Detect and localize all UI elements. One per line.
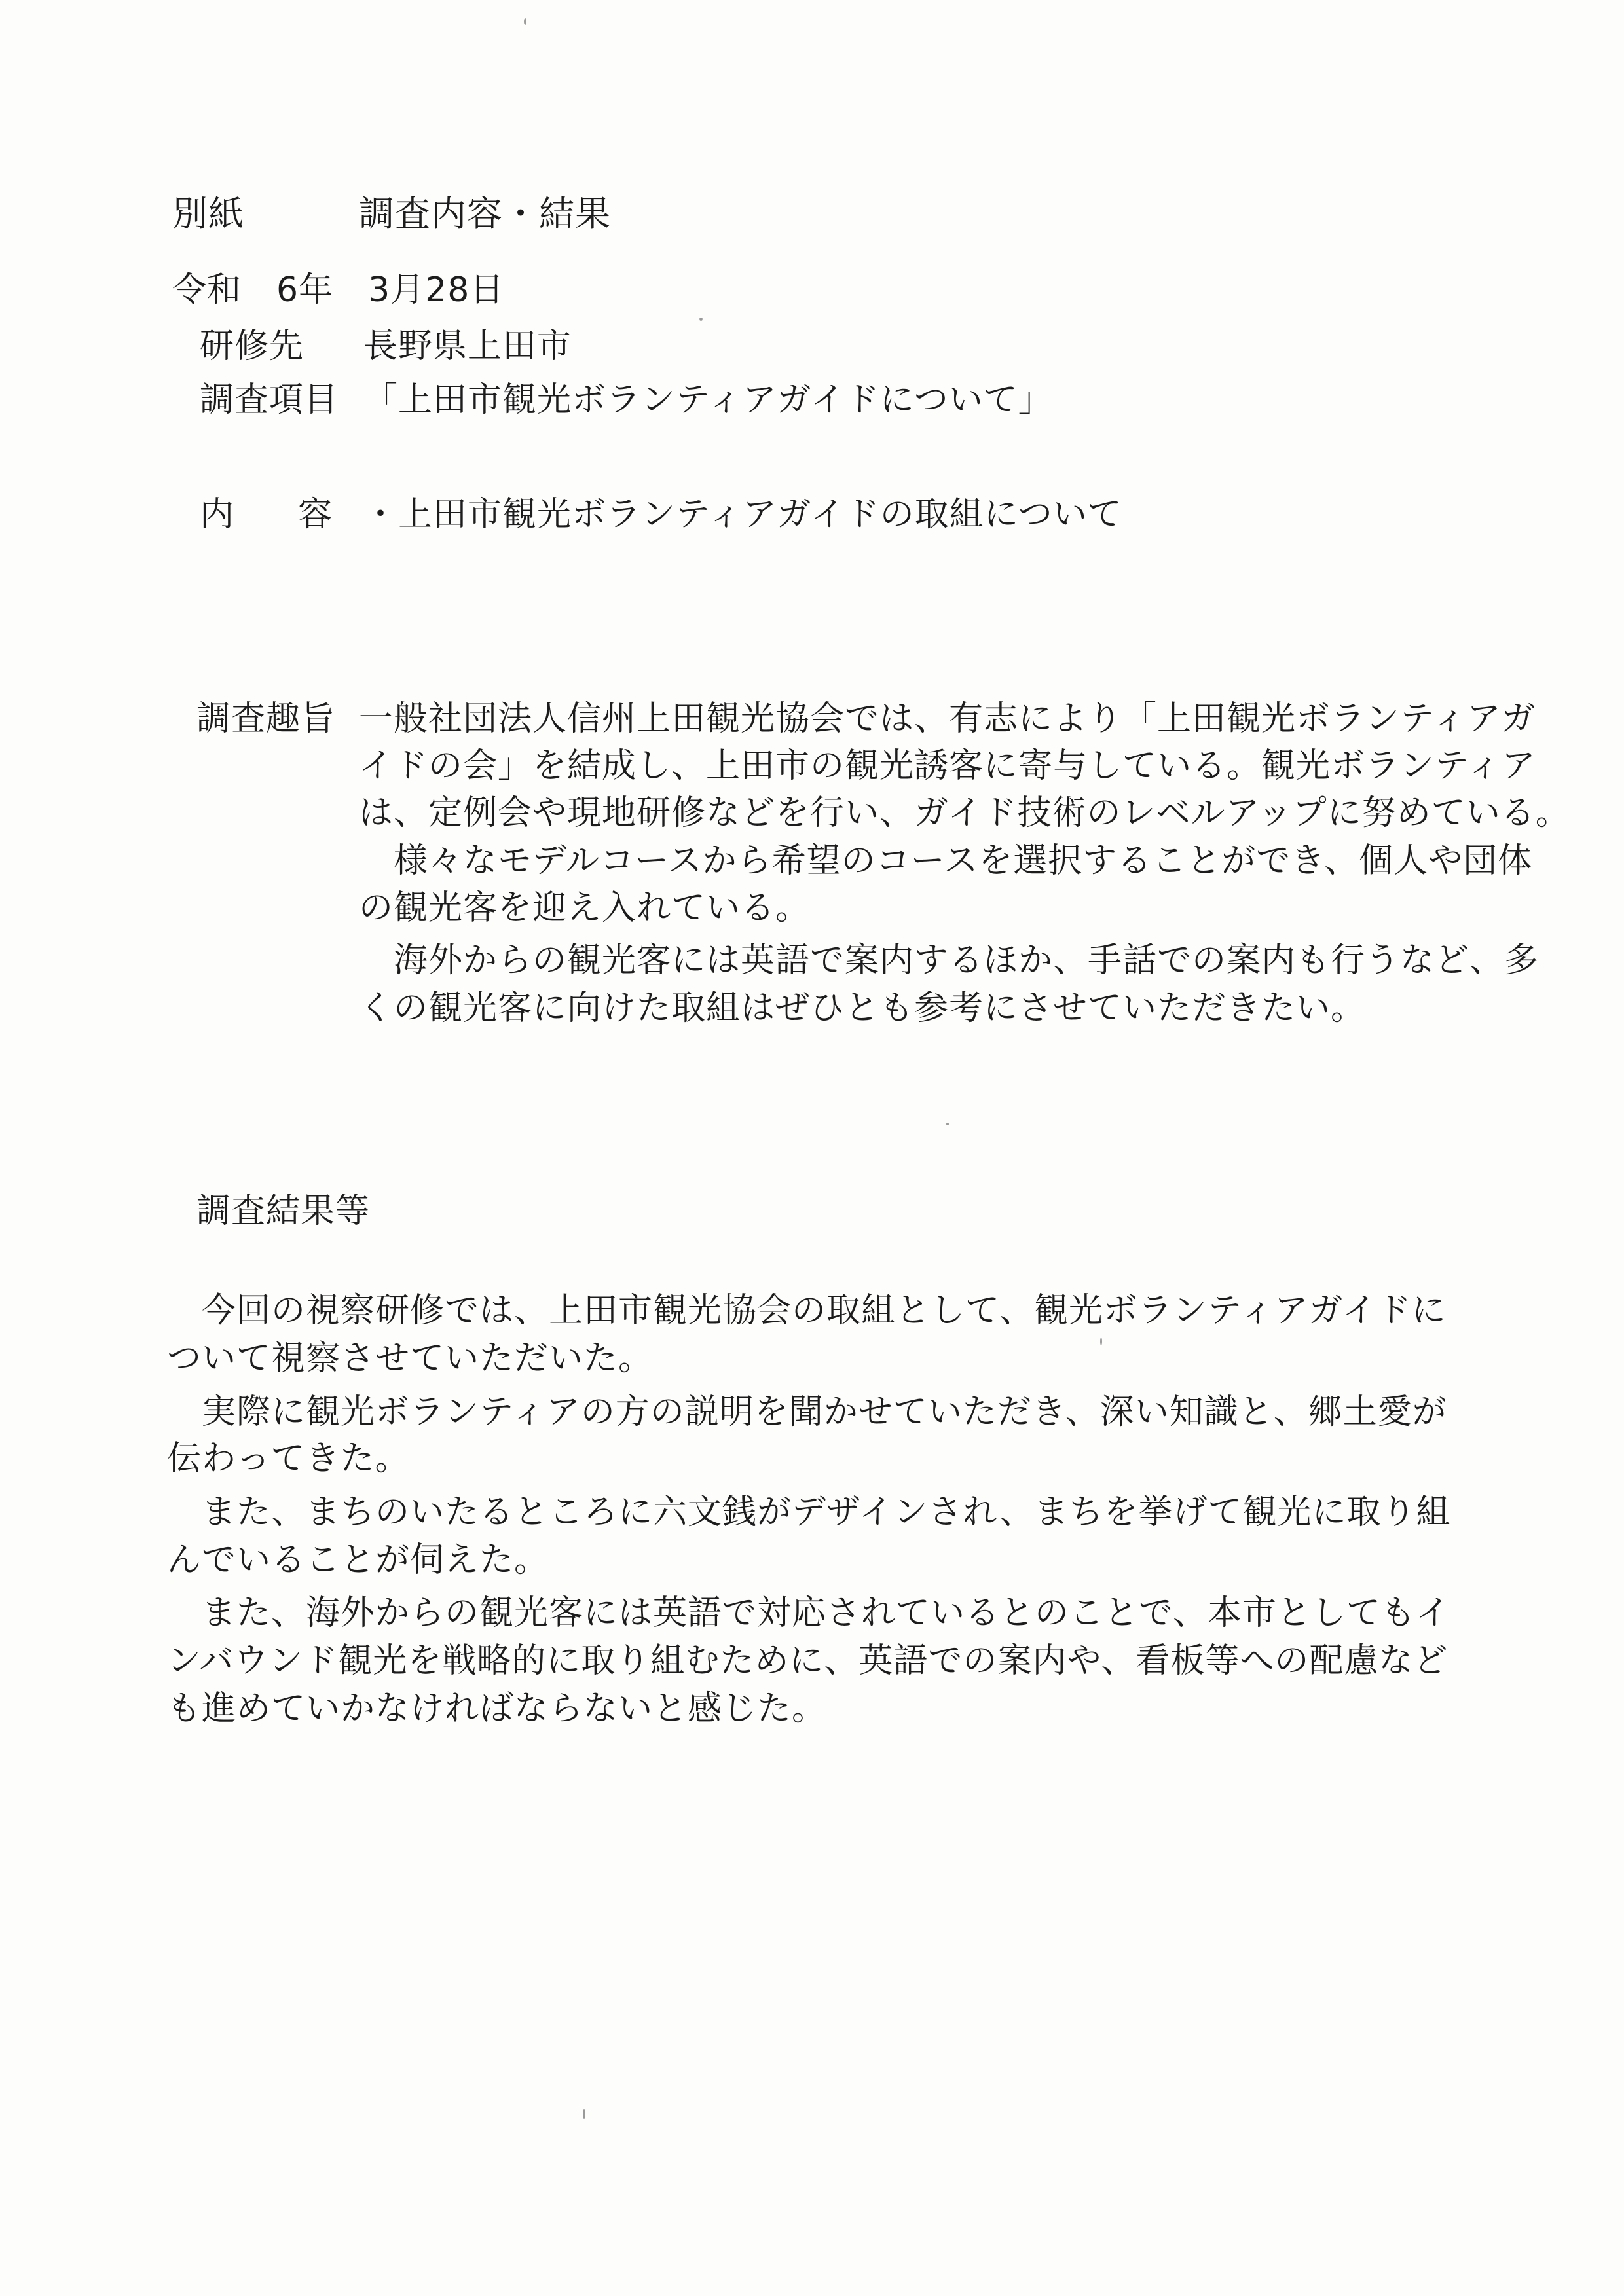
purpose-line: 海外からの観光客には英語で案内するほか、手話での案内も行うなど、多 <box>359 941 1540 980</box>
results-line: も進めていかなければならないと感じた。 <box>167 1689 827 1728</box>
results-line: 実際に観光ボランティアの方の説明を聞かせていただき、深い知識と、郷土愛が <box>167 1393 1447 1432</box>
purpose-line: は、定例会や現地研修などを行い、ガイド技術のレベルアップに努めている。 <box>359 793 1570 833</box>
survey-item-value: 「上田市観光ボランティアガイドについて」 <box>363 380 1053 420</box>
scan-speck <box>699 318 703 321</box>
purpose-line: 一般社団法人信州上田観光協会では、有志により「上田観光ボランティアガ <box>359 699 1536 738</box>
results-line: ついて視察させていただいた。 <box>167 1339 654 1378</box>
scan-speck <box>524 18 526 25</box>
results-line: また、海外からの観光客には英語で対応されているとのことで、本市としてもイ <box>167 1594 1450 1633</box>
results-line: ンバウンド観光を戦略的に取り組むために、英語での案内や、看板等への配慮など <box>167 1641 1449 1681</box>
purpose-label: 調査趣旨 <box>196 699 336 738</box>
destination-label: 研修先 <box>200 327 304 366</box>
results-line: また、まちのいたるところに六文銭がデザインされ、まちを挙げて観光に取り組 <box>167 1493 1451 1532</box>
results-line: 伝わってきた。 <box>167 1439 410 1478</box>
destination-value: 長野県上田市 <box>363 327 572 366</box>
results-label: 調査結果等 <box>196 1192 371 1231</box>
content-label-second: 容 <box>298 495 333 534</box>
survey-item-label: 調査項目 <box>200 380 339 420</box>
report-date: 令和 6年 3月28日 <box>172 270 505 310</box>
scan-speck <box>1100 1338 1102 1345</box>
content-label-first: 内 <box>200 495 235 534</box>
purpose-line: くの観光客に向けた取組はぜひとも参考にさせていただきたい。 <box>359 989 1366 1028</box>
content-value: ・上田市観光ボランティアガイドの取組について <box>363 495 1122 534</box>
results-line: んでいることが伺えた。 <box>167 1540 549 1580</box>
purpose-line: 様々なモデルコースから希望のコースを選択することができ、個人や団体 <box>359 841 1533 881</box>
scan-speck <box>946 1123 949 1125</box>
scan-speck <box>583 2109 585 2119</box>
purpose-line: イドの会」を結成し、上田市の観光誘客に寄与している。観光ボランティア <box>359 746 1536 786</box>
results-line: 今回の視察研修では、上田市観光協会の取組として、観光ボランティアガイドに <box>167 1291 1447 1330</box>
purpose-line: の観光客を迎え入れている。 <box>359 888 811 928</box>
document-title: 調査内容・結果 <box>359 193 611 234</box>
attachment-label: 別紙 <box>172 193 244 234</box>
